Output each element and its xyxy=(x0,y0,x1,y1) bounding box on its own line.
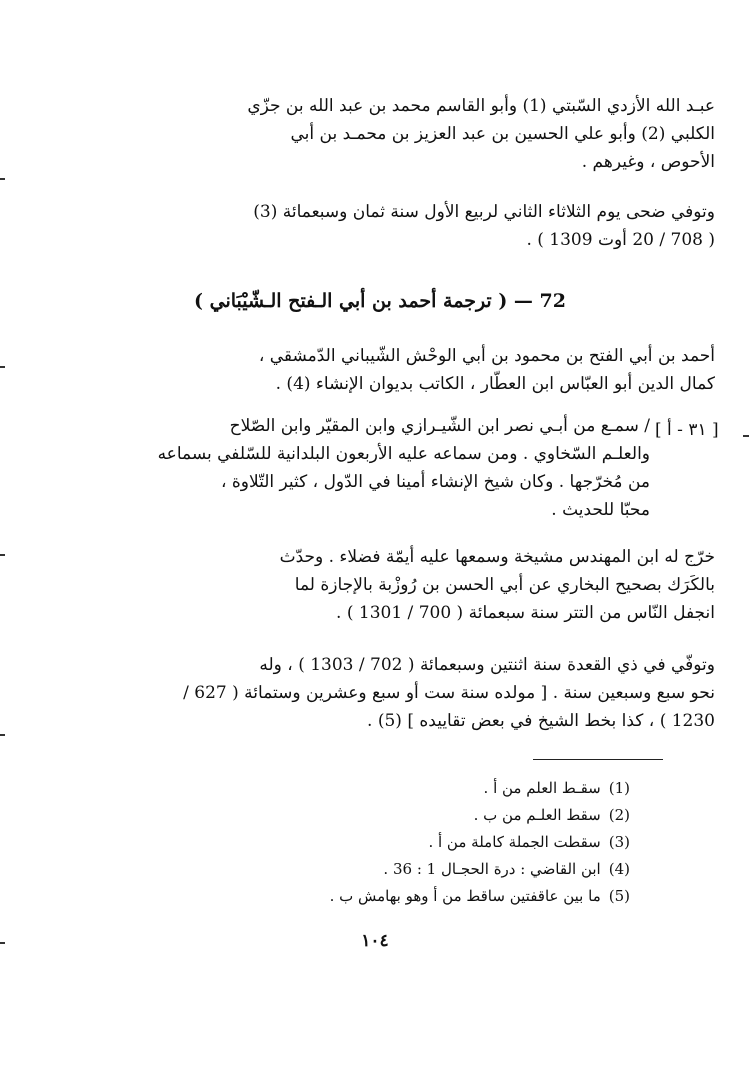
footnote xyxy=(180,883,630,909)
footnote-text: ابن القاضي : درة الحجـال 1 : 36 . xyxy=(383,860,601,878)
scan-edge-mark xyxy=(0,734,5,736)
text-line: نحو سبع وسبعين سنة . [ مولده سنة ست أو سبع وعشرين وستمائة ( 627 / xyxy=(183,683,715,703)
footnote-number: (3) xyxy=(608,833,630,851)
footnote-text: سقـط العلم من أ . xyxy=(483,779,601,797)
footnote-number: (1) xyxy=(608,779,630,797)
paragraph-hearing xyxy=(95,412,650,524)
text-line: من مُخرّجها . وكان شيخ الإنشاء أمينا في الدّول ، كثير التّلاوة ، xyxy=(220,472,650,492)
paragraph-teachers xyxy=(95,92,715,176)
text-line: عبـد الله الأزدي السّبتي (1) وأبو القاسم محمد بن عبد الله بن جزّي xyxy=(247,96,715,116)
text-line: بالكَرَك بصحيح البخاري عن أبي الحسن بن رُوزْبة بالإجازة لما xyxy=(294,575,715,595)
text-line: 1230 ) ، كذا بخط الشيخ في بعض تقاييده ] (5) . xyxy=(367,711,715,731)
footnote-number: (5) xyxy=(608,887,630,905)
footnote xyxy=(180,775,630,801)
paragraph-death xyxy=(95,651,715,735)
text-line: وتوفي ضحى يوم الثلاثاء الثاني لربيع الأول سنة ثمان وسبعمائة (3) xyxy=(253,202,715,222)
scan-edge-mark xyxy=(0,178,5,180)
footnote-divider xyxy=(533,759,663,760)
text-line: وتوفّي في ذي القعدة سنة اثنتين وسبعمائة ( 702 / 1303 ) ، وله xyxy=(259,655,715,675)
text-line: والعلـم السّخاوي . ومن سماعه عليه الأربعون البلدانية للسّلفي بسماعه xyxy=(157,444,650,464)
footnote-number: (2) xyxy=(608,806,630,824)
text-line: أحمد بن أبي الفتح بن محمود بن أبي الوحْش الشّيباني الدّمشقي ، xyxy=(258,346,715,366)
scan-edge-mark xyxy=(0,366,5,368)
text-line: / سمـع من أبـي نصر ابن الشّيـرازي وابن المقيّر وابن الصّلاح xyxy=(229,416,650,436)
paragraph-death-date xyxy=(95,198,715,254)
footnote-text: ما بين عاقفتين ساقط من أ وهو بهامش ب . xyxy=(329,887,601,905)
text-line: محبّا للحديث . xyxy=(551,500,650,520)
text-line: الأحوص ، وغيرهم . xyxy=(581,152,715,172)
scan-edge-mark xyxy=(0,942,5,944)
paragraph-name xyxy=(95,342,715,398)
scan-edge-mark xyxy=(0,554,5,556)
scan-edge-mark xyxy=(743,435,749,437)
margin-folio-marker: [ ٣١ - أ ] xyxy=(655,420,719,440)
text-line: انجفل النّاس من التتر سنة سبعمائة ( 700 / 1301 ) . xyxy=(336,603,715,623)
text-line: الكلبي (2) وأبو علي الحسين بن عبد العزيز بن محمـد بن أبي xyxy=(290,124,715,144)
entry-heading: 72 — ( ترجمة أحمد بن أبي الـفتح الـشّيْبَاني ) xyxy=(194,290,566,312)
footnote xyxy=(180,856,630,882)
text-line: كمال الدين أبو العبّاس ابن العطّار ، الكاتب بديوان الإنشاء (4) . xyxy=(275,374,715,394)
footnote-text: سقط العلـم من ب . xyxy=(473,806,601,824)
footnote xyxy=(180,829,630,855)
page-number: ١٠٤ xyxy=(361,931,389,951)
text-line: ( 708 / 20 أوت 1309 ) . xyxy=(526,230,715,250)
footnote xyxy=(180,802,630,828)
footnote-text: سقطت الجملة كاملة من أ . xyxy=(428,833,601,851)
paragraph-narration xyxy=(95,543,715,627)
footnote-number: (4) xyxy=(608,860,630,878)
text-line: خرّج له ابن المهندس مشيخة وسمعها عليه أيمّة فضلاء . وحدّث xyxy=(279,547,715,567)
